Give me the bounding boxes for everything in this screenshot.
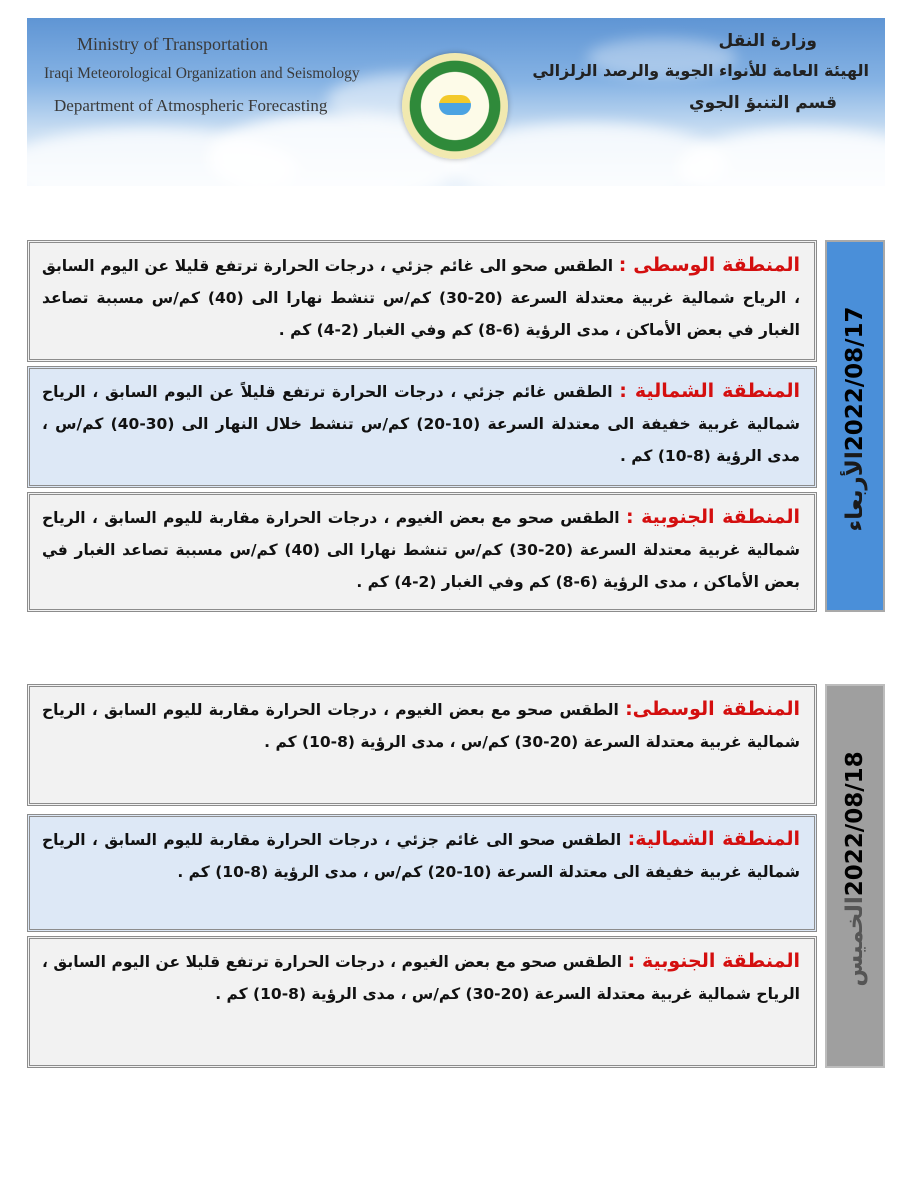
day-name: الخميس: [842, 896, 868, 987]
region-name: المنطقة الجنوبية :: [627, 950, 800, 972]
organization-name-en: Iraqi Meteorological Organization and Seismology: [44, 65, 360, 82]
region-name: المنطقة الوسطى :: [618, 254, 800, 276]
region-name: المنطقة الجنوبية :: [625, 506, 800, 528]
date-label: [842, 751, 868, 1000]
region-forecast-text: الطقس غائم جزئي ، درجات الحرارة ترتفع قليلاً عن اليوم السابق ، الرياح شمالية غربية خفيفة الى معتدلة السرعة (10-20) كم/س تنشط خلال النهار الى (30-40) كم/س ، مدى الرؤية (8-10) كم .: [42, 383, 800, 465]
day-date: 2022/08/18: [842, 751, 868, 897]
region-forecast-text: الطقس صحو الى غائم جزئي ، درجات الحرارة ترتفع قليلا عن اليوم السابق ، الرياح شمالية غربية معتدلة السرعة (20-30) كم/س تنشط نهارا الى (40) كم/س مسببة تصاعد الغبار في بعض الأماكن ، مدى الرؤية (6-8) كم وفي الغبار (2-4) كم .: [42, 257, 800, 339]
date-panel: [825, 240, 885, 612]
sun-cloud-icon: [439, 95, 471, 115]
region-name: المنطقة الشمالية:: [627, 828, 800, 850]
date-panel: [825, 684, 885, 1068]
region-forecast-text: الطقس صحو مع بعض الغيوم ، درجات الحرارة ترتفع قليلا عن اليوم السابق ، الرياح شمالية غربية معتدلة السرعة (20-30) كم/س ، مدى الرؤية (8-10) كم .: [42, 953, 800, 1003]
region-forecast-text: الطقس صحو مع بعض الغيوم ، درجات الحرارة مقاربة لليوم السابق ، الرياح شمالية غربية معتدلة السرعة (20-30) كم/س تنشط نهارا الى (40) كم/س مسببة تصاعد الغبار في بعض الأماكن ، مدى الرؤية (6-8) كم وفي الغبار (2-4) كم .: [42, 509, 800, 591]
header-banner: [27, 18, 885, 186]
emblem-icon: [402, 53, 508, 159]
region-name: المنطقة الشمالية :: [619, 380, 800, 402]
region-forecast-text: الطقس صحو الى غائم جزئي ، درجات الحرارة مقاربة لليوم السابق ، الرياح شمالية غربية خفيفة الى معتدلة السرعة (10-20) كم/س ، مدى الرؤية (8-10) كم .: [42, 831, 800, 881]
region-south: [27, 936, 817, 1068]
ministry-name-ar: وزارة النقل: [718, 31, 817, 51]
day-date: 2022/08/17: [842, 306, 868, 452]
region-forecast-text: الطقس صحو مع بعض الغيوم ، درجات الحرارة مقاربة لليوم السابق ، الرياح شمالية غربية معتدلة السرعة (20-30) كم/س ، مدى الرؤية (8-10) كم .: [42, 701, 800, 751]
region-central: [27, 240, 817, 362]
forecast-day: [27, 240, 885, 612]
department-name-ar: قسم التنبؤ الجوي: [689, 93, 837, 113]
region-north: [27, 366, 817, 488]
region-name: المنطقة الوسطى:: [625, 698, 800, 720]
organization-name-ar: الهيئة العامة للأنواء الجوية والرصد الزلزالي: [532, 61, 869, 80]
cloud-decoration: [677, 128, 885, 186]
region-central: [27, 684, 817, 806]
region-north: [27, 814, 817, 932]
day-name: الأربعاء: [842, 451, 868, 532]
region-south: [27, 492, 817, 612]
forecast-day: [27, 684, 885, 1068]
department-name-en: Department of Atmospheric Forecasting: [54, 96, 328, 115]
ministry-name-en: Ministry of Transportation: [77, 34, 269, 54]
date-label: [842, 306, 868, 545]
